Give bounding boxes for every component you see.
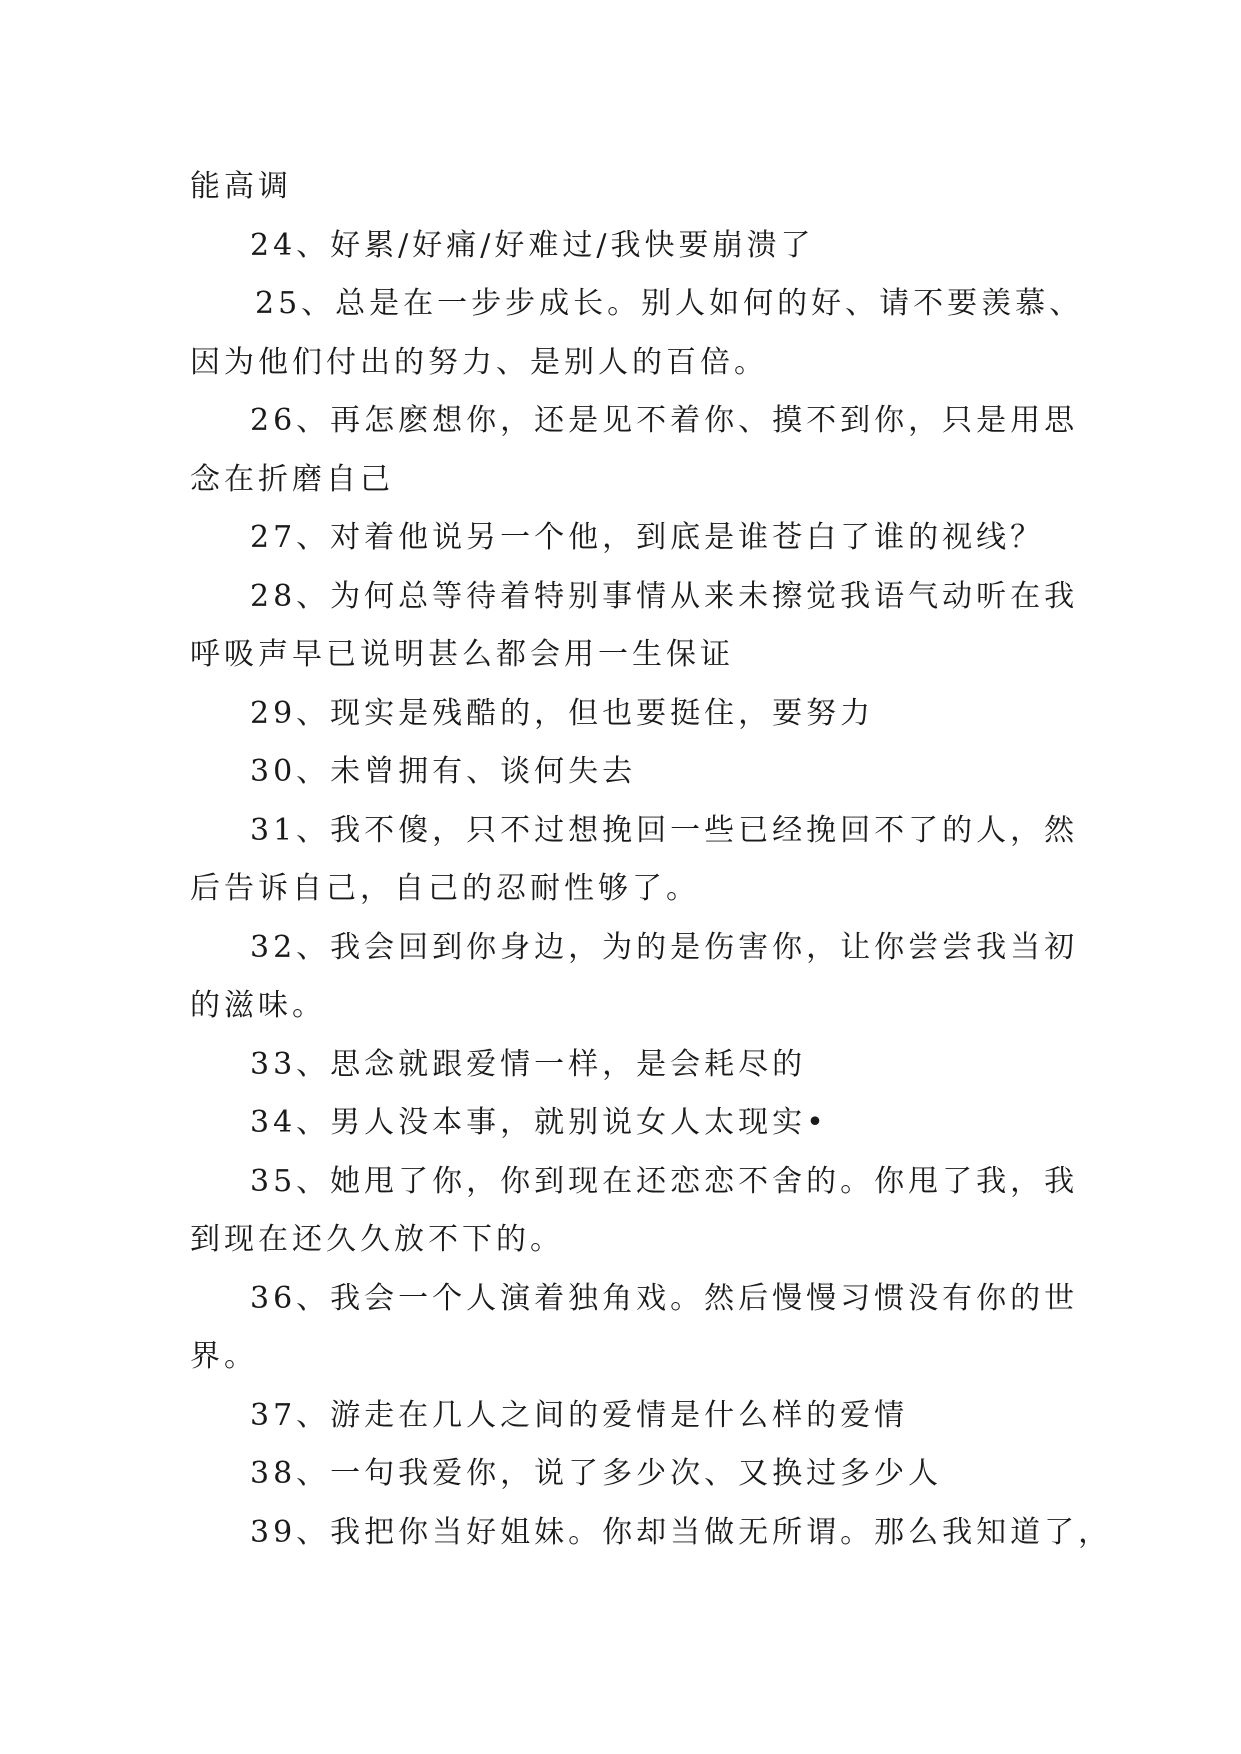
text-line: 35、她甩了你，你到现在还恋恋不舍的。你甩了我，我 — [250, 1163, 1079, 1199]
text-line: 27、对着他说另一个他，到底是谁苍白了谁的视线？ — [250, 520, 1045, 555]
text-line: 25、总是在一步步成长。别人如何的好、请不要羡慕、 — [255, 286, 1084, 321]
text-line: 38、一句我爱你，说了多少次、又换过多少人 — [250, 1456, 943, 1491]
text-line: 能高调 — [190, 169, 292, 204]
text-line: 32、我会回到你身边，为的是伤害你，让你尝尝我当初 — [250, 929, 1079, 965]
text-line: 39、我把你当好姐妹。你却当做无所谓。那么我知道了， — [250, 1514, 1113, 1550]
text-line: 33、思念就跟爱情一样，是会耗尽的 — [250, 1046, 807, 1082]
text-line: 呼吸声早已说明甚么都会用一生保证 — [190, 637, 734, 672]
text-line: 的滋味。 — [190, 988, 326, 1023]
text-line: 28、为何总等待着特别事情从来未擦觉我语气动听在我 — [250, 578, 1079, 614]
text-line: 37、游走在几人之间的爱情是什么样的爱情 — [250, 1397, 909, 1433]
text-line: 36、我会一个人演着独角戏。然后慢慢习惯没有你的世 — [250, 1280, 1079, 1316]
text-line: 到现在还久久放不下的。 — [190, 1222, 564, 1257]
text-line: 因为他们付出的努力、是别人的百倍。 — [190, 344, 768, 380]
text-line: 31、我不傻，只不过想挽回一些已经挽回不了的人，然 — [250, 812, 1079, 848]
text-line: 界。 — [190, 1339, 258, 1374]
text-line: 24、好累/好痛/好难过/我快要崩溃了 — [250, 227, 815, 263]
text-line: 29、现实是残酷的，但也要挺住，要努力 — [250, 695, 875, 731]
text-line: 30、未曾拥有、谈何失去 — [250, 754, 637, 789]
text-line: 26、再怎麽想你，还是见不着你、摸不到你，只是用思 — [250, 403, 1079, 438]
text-line: 34、男人没本事，就别说女人太现实• — [250, 1105, 828, 1140]
text-line: 后告诉自己，自己的忍耐性够了。 — [190, 871, 700, 906]
document-body — [190, 158, 1113, 1562]
text-line: 念在折磨自己 — [190, 461, 394, 497]
